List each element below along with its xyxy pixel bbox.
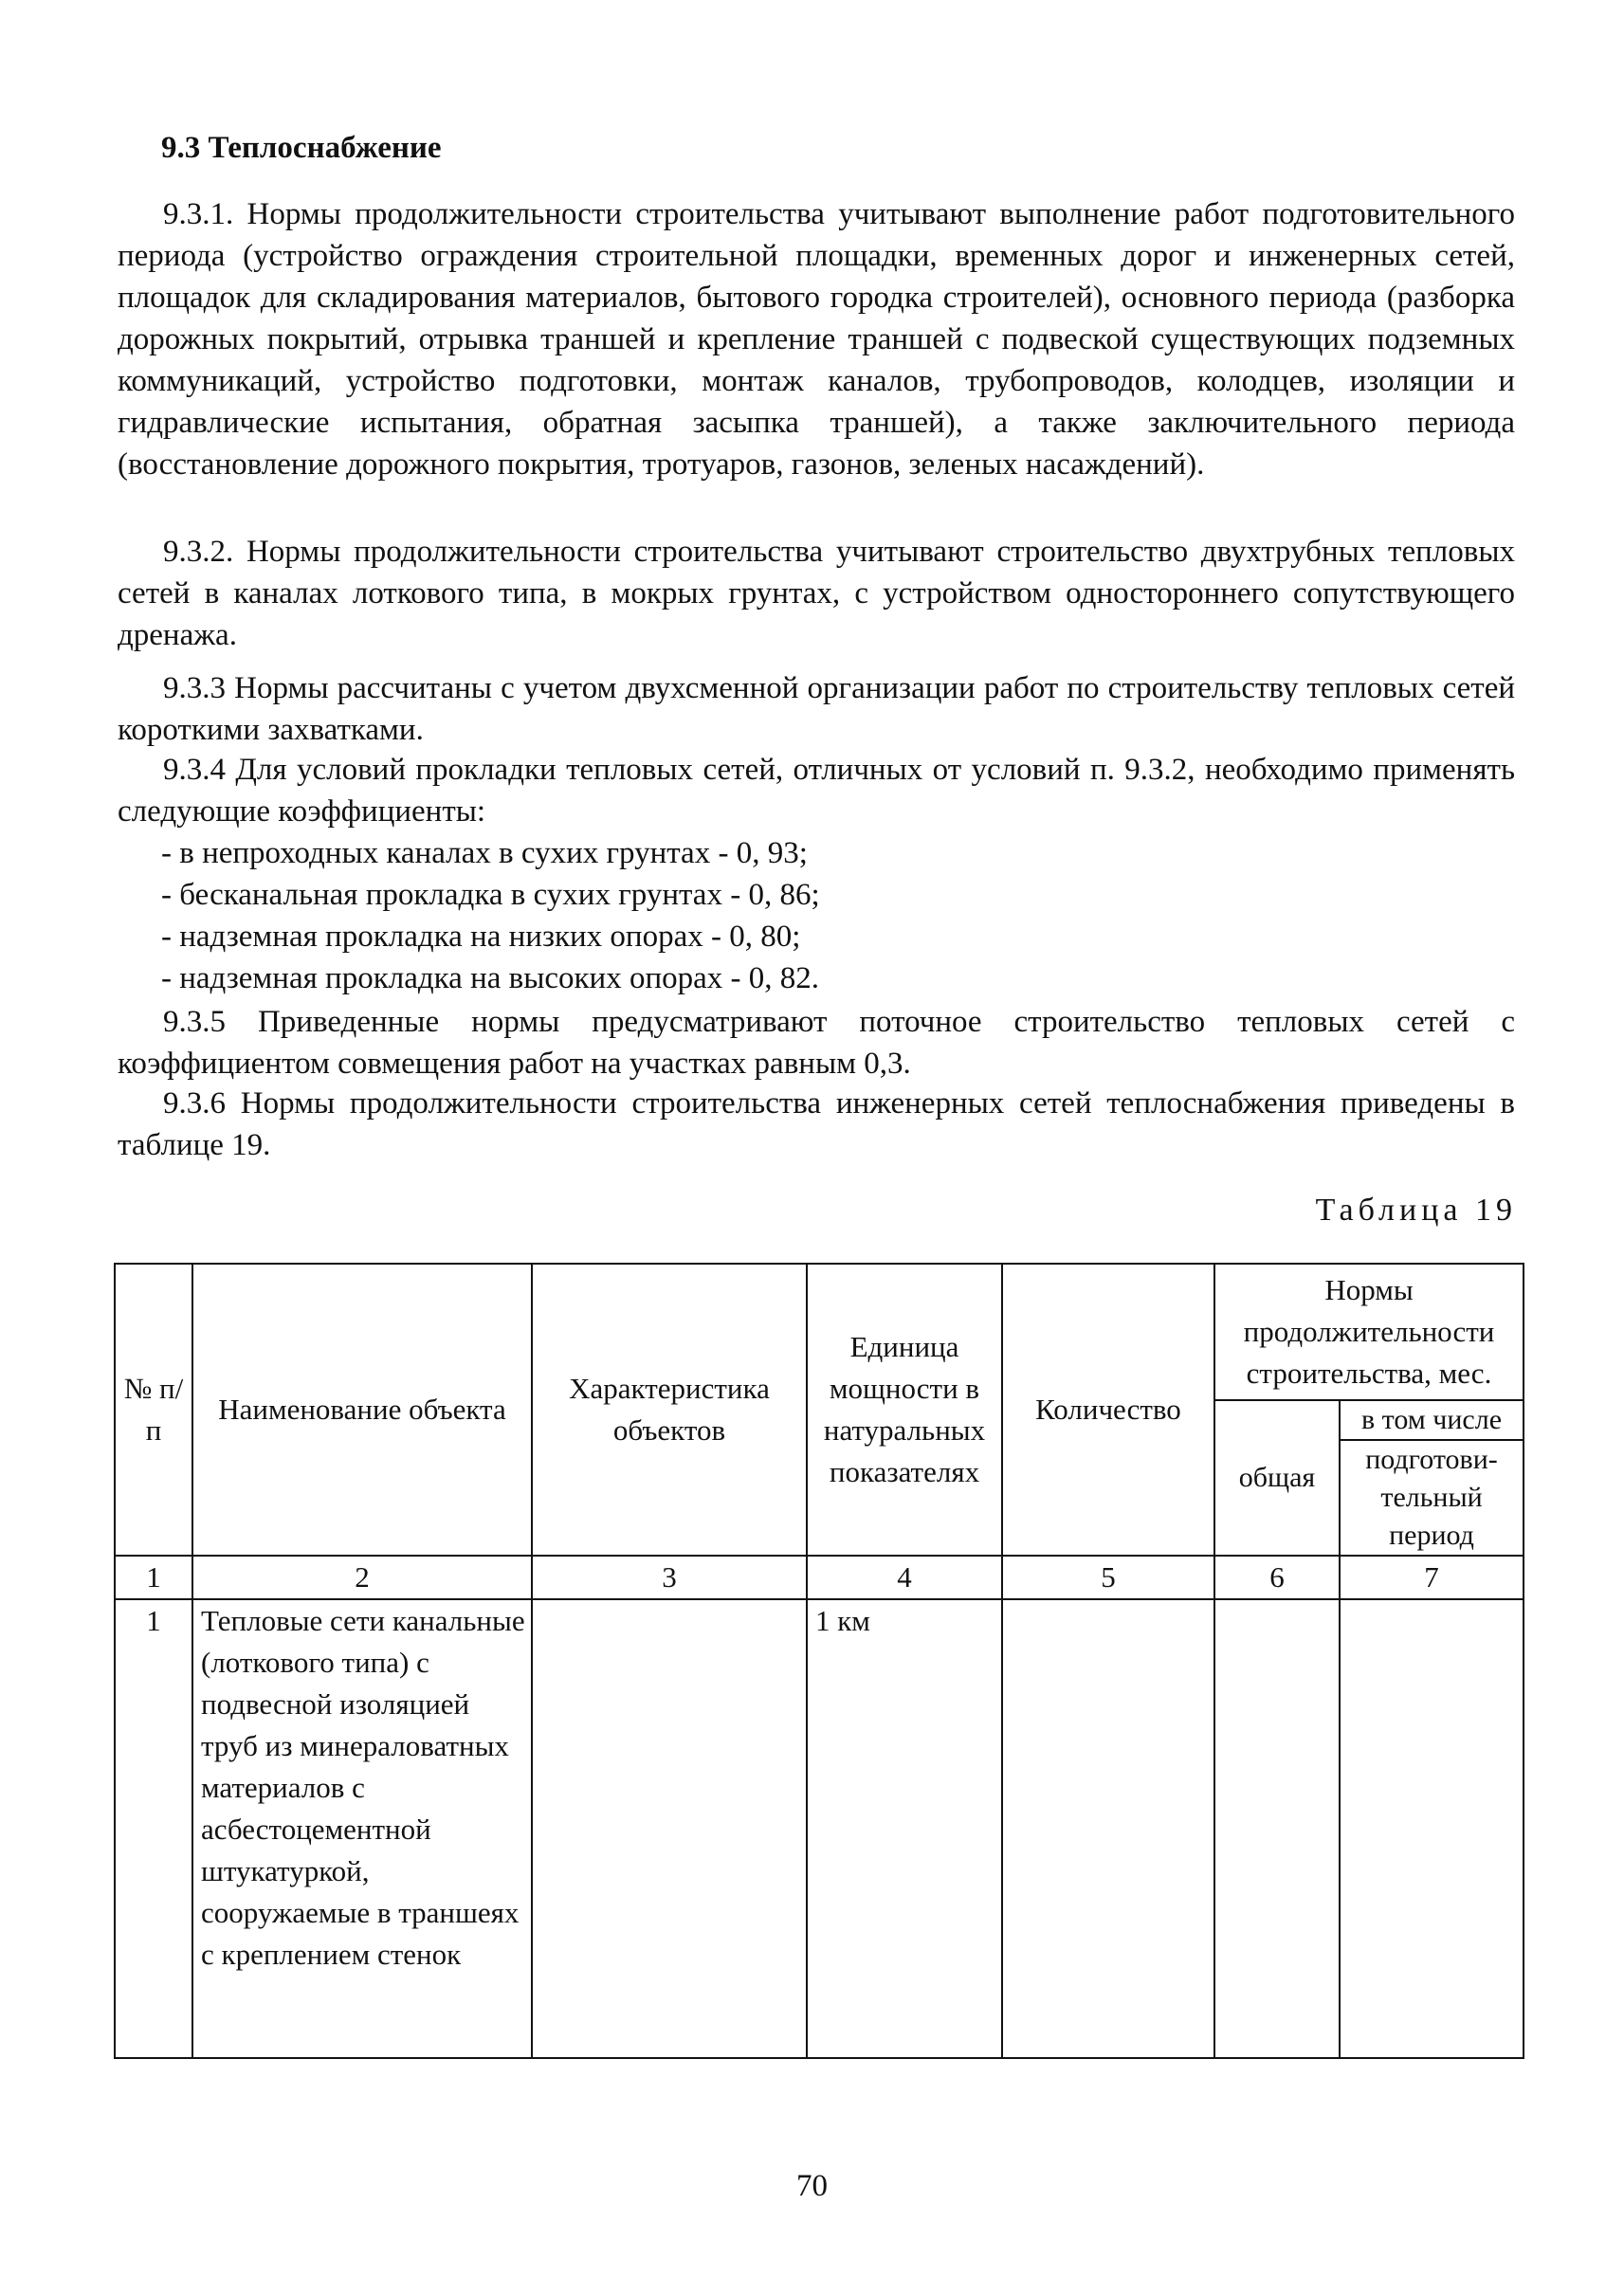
row-prep	[1340, 1599, 1524, 2058]
header-total: общая	[1214, 1400, 1340, 1556]
row-quantity	[1002, 1599, 1214, 2058]
header-number: № п/п	[115, 1264, 192, 1556]
header-characteristics: Характеристика объектов	[532, 1264, 807, 1556]
column-number: 1	[115, 1556, 192, 1599]
header-quantity: Количество	[1002, 1264, 1214, 1556]
list-item: - надземная прокладка на высоких опорах - 0, 82.	[161, 961, 820, 995]
paragraph-9-3-5: 9.3.5 Приведенные нормы предусматривают поточное строительство тепловых сетей с коэффициентом совмещения работ на участках равным 0,3.	[118, 1005, 1515, 1081]
paragraph-9-3-3: 9.3.3 Нормы рассчитаны с учетом двухсменной организации работ по строительству тепловых сетей короткими захватками.	[118, 671, 1515, 747]
row-unit: 1 км	[807, 1599, 1002, 2058]
column-number: 2	[192, 1556, 532, 1599]
column-number-row	[115, 1556, 1524, 1599]
column-number: 3	[532, 1556, 807, 1599]
row-number: 1	[115, 1599, 192, 2058]
table-caption: Таблица 19	[1315, 1193, 1517, 1228]
row-total	[1214, 1599, 1340, 2058]
row-name: Тепловые сети канальные (лоткового типа) с подвесной изоляцией труб из минераловатных материалов с асбестоцементной штукатуркой, сооружаемые в траншеях с креплением стенок	[192, 1599, 532, 2058]
column-number: 6	[1214, 1556, 1340, 1599]
header-prep-period: подготови-тельный период	[1340, 1440, 1524, 1556]
column-number: 5	[1002, 1556, 1214, 1599]
header-including: в том числе	[1340, 1400, 1524, 1440]
coefficient-list	[161, 832, 820, 999]
paragraph-9-3-1: 9.3.1. Нормы продолжительности строительства учитывают выполнение работ подготовительного периода (устройство ограждения строительной площадки, временных дорог и инженерных сетей, площадок для складирования материалов, бытового городка строителей), основного периода (разборка дорожных покрытий, отрывка траншей и крепление траншей с подвеской существующих подземных коммуникаций, устройство подготовки, монтаж каналов, трубопроводов, колодцев, изоляции и гидравлические испытания, обратная засыпка траншей), а также заключительного периода (восстановление дорожного покрытия, тротуаров, газонов, зеленых насаждений).	[118, 197, 1515, 482]
list-item: - бесканальная прокладка в сухих грунтах - 0, 86;	[161, 878, 820, 912]
column-number: 4	[807, 1556, 1002, 1599]
table-row	[115, 1599, 1524, 2058]
list-item: - надземная прокладка на низких опорах - 0, 80;	[161, 920, 801, 954]
norms-table	[114, 1263, 1524, 2059]
paragraph-9-3-6: 9.3.6 Нормы продолжительности строительства инженерных сетей теплоснабжения приведены в таблице 19.	[118, 1086, 1515, 1162]
section-heading: 9.3 Теплоснабжение	[161, 131, 442, 165]
paragraph-9-3-2: 9.3.2. Нормы продолжительности строительства учитывают строительство двухтрубных тепловых сетей в каналах лоткового типа, в мокрых грунтах, с устройством одностороннего сопутствующего дренажа.	[118, 535, 1515, 652]
header-norms: Нормы продолжительности строительства, мес.	[1214, 1264, 1524, 1400]
paragraph-9-3-4: 9.3.4 Для условий прокладки тепловых сетей, отличных от условий п. 9.3.2, необходимо применять следующие коэффициенты:	[118, 753, 1515, 829]
list-item: - в непроходных каналах в сухих грунтах - 0, 93;	[161, 836, 808, 870]
column-number: 7	[1340, 1556, 1524, 1599]
row-characteristics	[532, 1599, 807, 2058]
page-number: 70	[796, 2169, 828, 2203]
header-name: Наименование объекта	[192, 1264, 532, 1556]
header-unit: Единица мощности в натуральных показателях	[807, 1264, 1002, 1556]
